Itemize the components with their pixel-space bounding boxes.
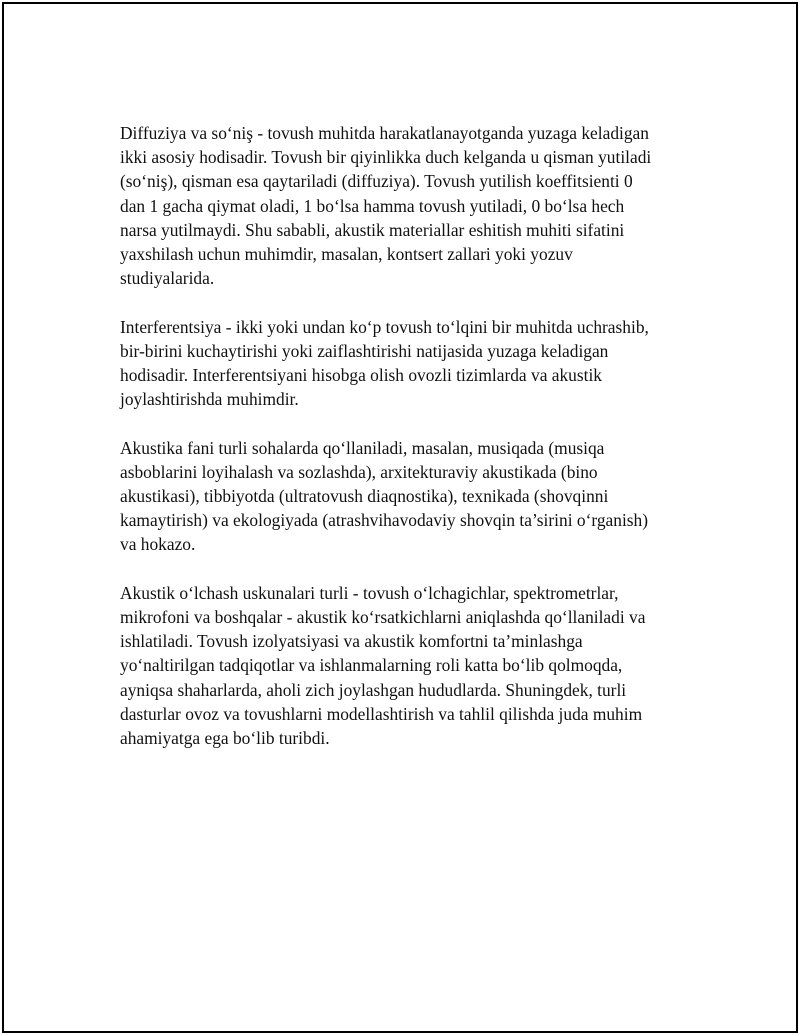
- paragraph-applications: Akustika fani turli sohalarda qo‘llaniladi, masalan, musiqada (musiqa asboblarini loyihalash va sozlashda), arxitekturaviy akustikada (bino akustikasi), tibbiyotda (ultratovush diaqnostika), texnikada (shovqinni kamaytirish) va ekologiyada (atrashvihavodaviy shovqin ta’sirini o‘rganish) va hokazo.: [120, 437, 649, 555]
- paragraph-diffusion: Diffuziya va so‘niş - tovush muhitda harakatlanayotganda yuzaga keladigan ikki asosiy hodisadir. Tovush bir qiyinlikka duch kelganda u qisman yutiladi (so‘niş), qisman esa qaytariladi (diffuziya). Tovush yutilish koeffitsienti 0 dan 1 gacha qiymat oladi, 1 bo‘lsa hamma tovush yutiladi, 0 bo‘lsa hech narsa yutilmaydi. Shu sababli, akustik materiallar eshitish muhiti sifatini yaxshilash uchun muhimdir, masalan, kontsert zallari yoki yozuv studiyalarida.: [120, 123, 652, 289]
- paragraph-interference: Interferentsiya - ikki yoki undan ko‘p tovush to‘lqini bir muhitda uchrashib, bir-birini kuchaytirishi yoki zaiflashtirishi natijasida yuzaga keladigan hodisadir. Interferentsiyani hisobga olish ovozli tizimlarda va akustik joylashtirishda muhimdir.: [120, 316, 649, 410]
- document-page: [2, 2, 798, 1033]
- paragraph-measurement: Akustik o‘lchash uskunalari turli - tovush o‘lchagichlar, spektrometrlar, mikrofoni va boshqalar - akustik ko‘rsatkichlarni aniqlashda qo‘llaniladi va ishlatiladi. Tovush izolyatsiyasi va akustik komfortni ta’minlashga yo‘naltirilgan tadqiqotlar va ishlanmalarning roli katta bo‘lib qolmoqda, ayniqsa shaharlarda, aholi zich joylashgan hududlarda. Shuningdek, turli dasturlar ovoz va tovushlarni modellashtirish va tahlil qilishda juda muhim ahamiyatga ega bo‘lib turibdi.: [120, 582, 646, 749]
- document-body: [120, 121, 690, 774]
